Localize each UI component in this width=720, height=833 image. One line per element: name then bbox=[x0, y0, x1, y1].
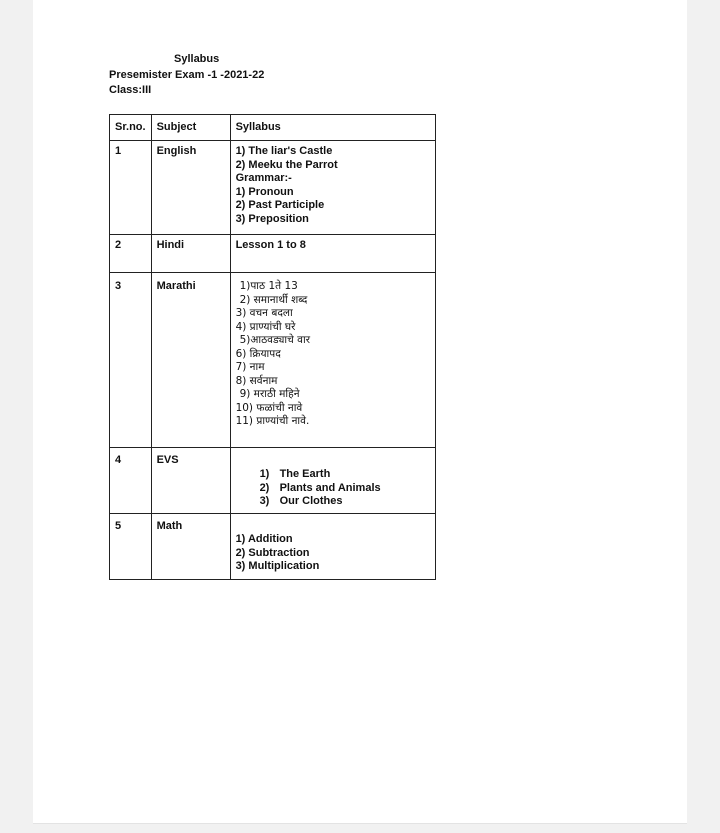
row-syllabus bbox=[230, 448, 435, 514]
table-row bbox=[110, 448, 436, 514]
syllabus-item: 2) Meeku the Parrot bbox=[235, 158, 338, 171]
row-subject: English bbox=[151, 141, 230, 235]
exam-name: Presemister Exam -1 -2021-22 bbox=[109, 69, 265, 81]
syllabus-item: 9) मराठी महिने bbox=[239, 388, 300, 400]
table-header-row bbox=[110, 115, 436, 141]
syllabus-item: 2) Subtraction bbox=[235, 546, 310, 559]
row-srno: 3 bbox=[110, 273, 152, 448]
row-syllabus bbox=[230, 273, 435, 448]
syllabus-item: 4) प्राण्यांची घरे bbox=[235, 320, 296, 333]
row-srno: 4 bbox=[110, 448, 152, 514]
row-subject: EVS bbox=[151, 448, 230, 514]
list-number: 2) bbox=[259, 481, 270, 494]
list-item bbox=[236, 468, 430, 482]
list-number: 3) bbox=[259, 495, 270, 507]
syllabus-item: 7) नाम bbox=[235, 361, 265, 373]
row-srno: 2 bbox=[110, 235, 152, 273]
row-subject: Math bbox=[151, 514, 230, 580]
row-subject: Marathi bbox=[151, 273, 230, 448]
syllabus-item: 8) सर्वनाम bbox=[235, 374, 278, 387]
syllabus-item: 3) वचन बदला bbox=[235, 307, 293, 319]
row-syllabus bbox=[230, 514, 435, 580]
syllabus-item: Lesson 1 to 8 bbox=[235, 239, 306, 251]
row-srno: 5 bbox=[110, 514, 152, 580]
syllabus-item: 11) प्राण्यांची नावे. bbox=[235, 415, 310, 427]
column-header-srno: Sr.no. bbox=[110, 115, 152, 141]
syllabus-item: Grammar:- bbox=[235, 172, 292, 184]
syllabus-item: 1) Pronoun bbox=[235, 185, 294, 198]
syllabus-item: 2) Past Participle bbox=[235, 199, 325, 211]
syllabus-item: 3) Preposition bbox=[235, 212, 309, 225]
document-title: Syllabus bbox=[174, 53, 220, 65]
syllabus-item: 1) The liar's Castle bbox=[235, 145, 333, 157]
syllabus-table bbox=[109, 114, 436, 580]
column-header-syllabus: Syllabus bbox=[230, 115, 435, 141]
table-row bbox=[110, 273, 436, 448]
syllabus-item: 6) क्रियापद bbox=[235, 347, 281, 360]
row-syllabus bbox=[230, 235, 435, 273]
table-row bbox=[110, 235, 436, 273]
row-syllabus bbox=[230, 141, 435, 235]
list-text: Plants and Animals bbox=[279, 481, 381, 494]
syllabus-item: 10) फळांची नावे bbox=[235, 401, 303, 414]
table-row bbox=[110, 141, 436, 235]
syllabus-item: 1) Addition bbox=[235, 533, 293, 545]
list-text: The Earth bbox=[279, 468, 331, 480]
document-page bbox=[33, 0, 687, 824]
list-text: Our Clothes bbox=[279, 495, 343, 507]
syllabus-item: 5)आठवड्याचे वार bbox=[239, 334, 310, 346]
list-number: 1) bbox=[259, 468, 270, 480]
syllabus-item: 1)पाठ 1ते 13 bbox=[239, 280, 298, 292]
row-srno: 1 bbox=[110, 141, 152, 235]
class-label: Class:III bbox=[109, 84, 152, 96]
list-item bbox=[236, 482, 430, 496]
table-row bbox=[110, 514, 436, 580]
column-header-subject: Subject bbox=[151, 115, 230, 141]
evs-list bbox=[236, 468, 430, 509]
syllabus-item: 2) समानार्थी शब्द bbox=[239, 293, 308, 306]
row-subject: Hindi bbox=[151, 235, 230, 273]
syllabus-item: 3) Multiplication bbox=[235, 560, 320, 572]
list-item bbox=[236, 495, 430, 509]
